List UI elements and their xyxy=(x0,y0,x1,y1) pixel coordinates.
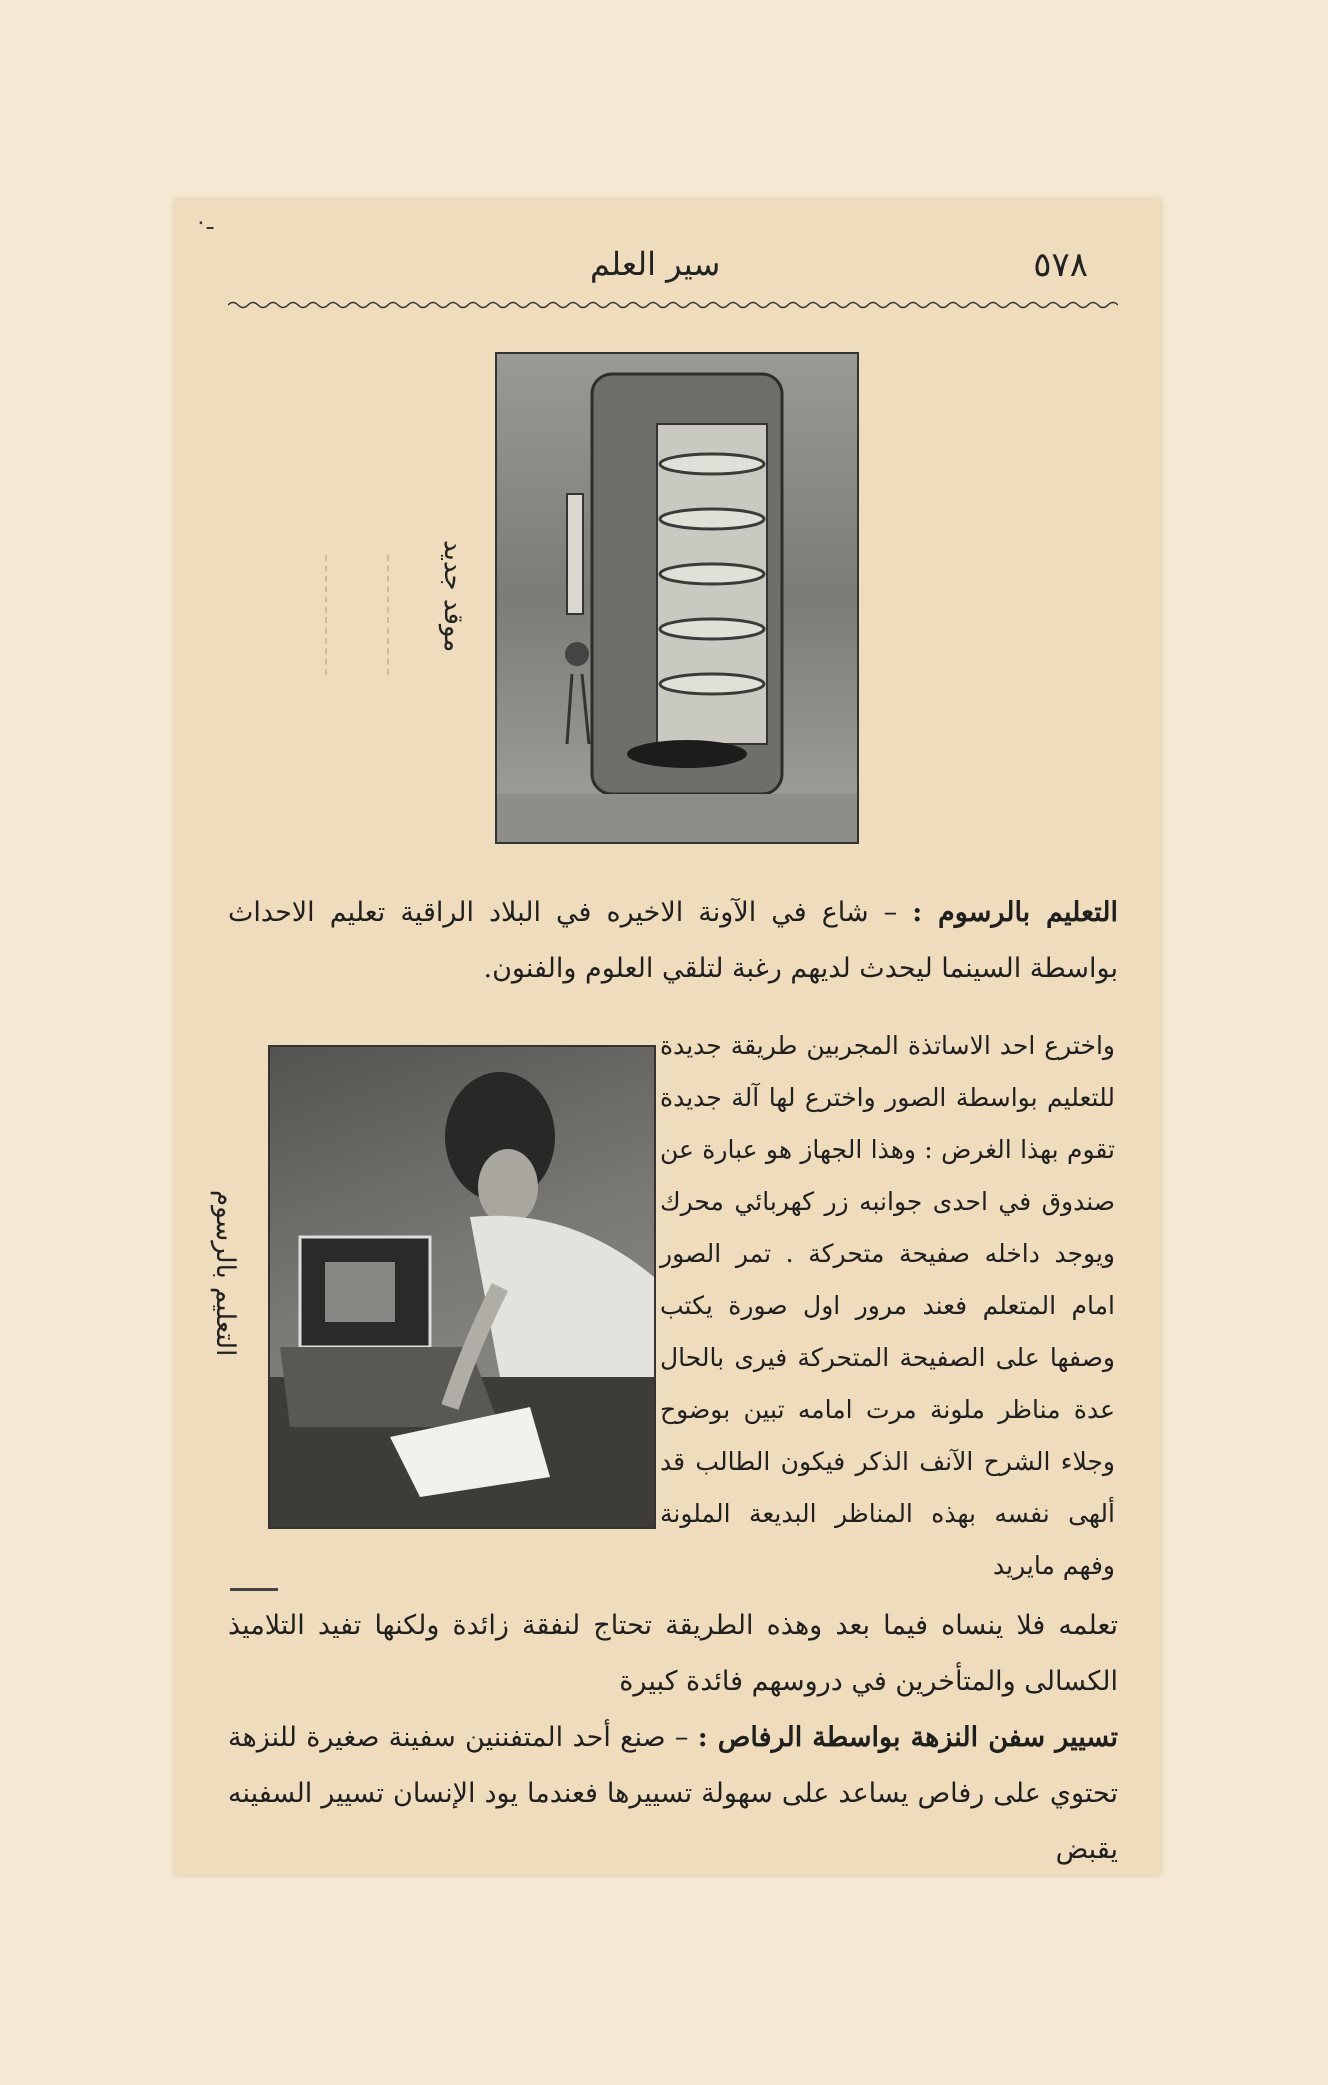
article1-text: – شاع في الآونة الاخيره في البلاد الراقية تعليم الاحداث بواسطة السينما ليحدث لديهم رغبة لتلقي العلوم والفنون. xyxy=(228,897,1118,984)
article1-end-text: تعلمه فلا ينساه فيما بعد وهذه الطريقة تحتاج لنفقة زائدة ولكنها تفيد التلاميذ الكسالى والمتأخرين في دروسهم فائدة كبيرة xyxy=(228,1610,1118,1697)
article2-text: – صنع أحد المتفننين سفينة صغيرة للنزهة تحتوي على رفاص يساعد على سهولة تسييرها فعندما يود الإنسان تسيير السفينه يقبض xyxy=(228,1722,1118,1865)
article1-paragraph xyxy=(228,885,1118,997)
article1-continuation: واخترع احد الاساتذة المجربين طريقة جديدة للتعليم بواسطة الصور واخترع لها آلة جديدة تقوم بهذا الغرض : وهذا الجهاز هو عبارة عن صندوق في احدى جوانبه زر كهربائي محرك ويوجد داخله صفيحة متحركة . تمر الصور امام المتعلم فعند مرور اول صورة يكتب وصفها على الصفيحة المتحركة فيرى بالحال عدة مناظر ملونة مرت امامه تبين بوضوح وجلاء الشرح الآنف الذكر فيكون الطالب قد ألهى نفسه بهذه المناظر البديعة الملونة وفهم مايريد xyxy=(660,1031,1115,1580)
bleed-through-mark xyxy=(325,555,389,675)
figure2-caption: التعليم بالرسوم xyxy=(210,1190,240,1357)
short-divider xyxy=(230,1588,278,1591)
section-title: سير العلم xyxy=(590,245,721,283)
wavy-rule xyxy=(228,300,1118,310)
heater-illustration xyxy=(497,354,857,842)
article-closing-block xyxy=(228,1598,1118,1878)
heater-photo xyxy=(495,352,859,844)
corner-mark: ـ٠ xyxy=(195,210,214,235)
woman-writing-illustration xyxy=(270,1047,654,1527)
article2-heading: تسيير سفن النزهة بواسطة الرفاص : xyxy=(697,1722,1118,1753)
woman-writing-photo xyxy=(268,1045,656,1529)
page-number: ٥٧٨ xyxy=(1033,245,1088,285)
article1-heading: التعليم بالرسوم : xyxy=(912,897,1118,928)
figure1-caption: موقد جديد xyxy=(438,540,468,653)
